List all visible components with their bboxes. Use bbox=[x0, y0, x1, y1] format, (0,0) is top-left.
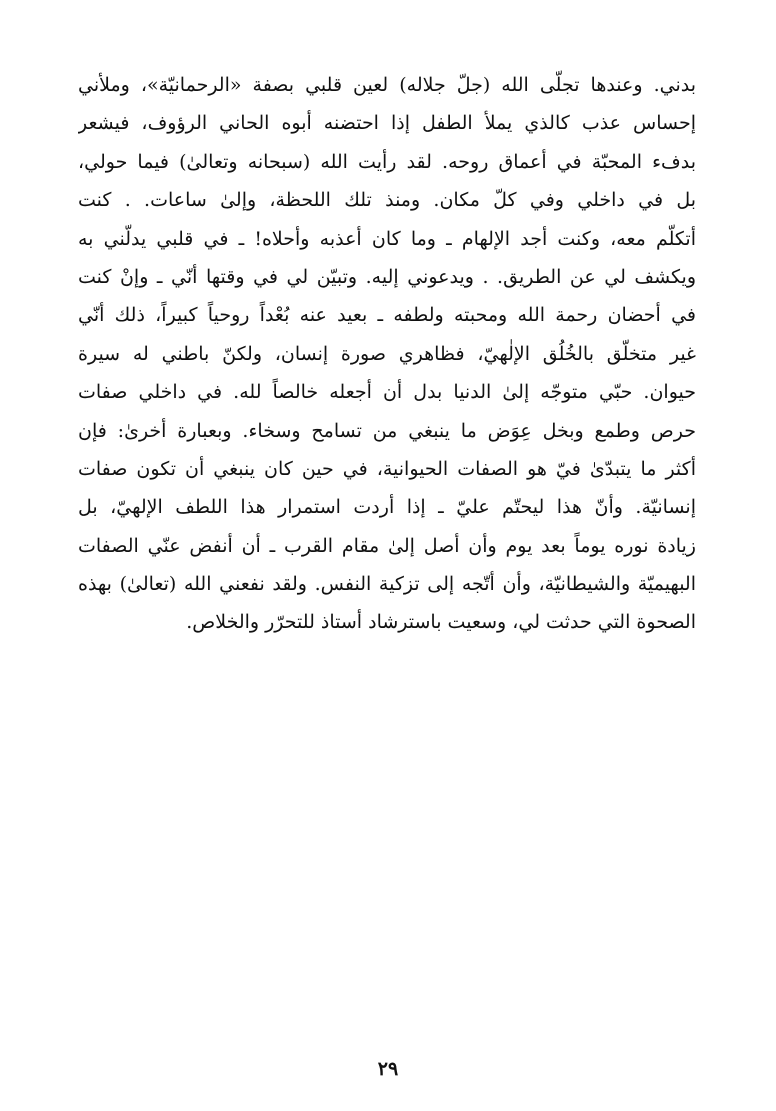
body-text bbox=[78, 66, 696, 642]
text-line: إنسانيّة. وأنّ هذا ليحتّم عليّ ـ إذا أردت استمرار هذا اللطف الإلهيّ، بل bbox=[78, 496, 696, 519]
text-line: حرص وطمع وبخل عِوَض ما ينبغي من تسامح وسخاء. وبعبارة أخرىٰ: فإن bbox=[78, 419, 696, 442]
text-line: في أحضان رحمة الله ومحبته ولطفه ـ بعيد عنه بُعْداً روحياً كبيراً، ذلك أنّي bbox=[78, 304, 696, 327]
text-line: غير متخلّق بالخُلُق الإلٰهيّ، فظاهري صورة إنسان، ولكنّ باطني له سيرة bbox=[78, 342, 696, 365]
text-line-last: الصحوة التي حدثت لي، وسعيت باسترشاد أستاذ للتحرّر والخلاص. bbox=[186, 611, 696, 634]
page-number: ٢٩ bbox=[377, 1058, 399, 1080]
text-line: بدفء المحبّة في أعماق روحه. لقد رأيت الله (سبحانه وتعالىٰ) فيما حولي، bbox=[78, 150, 696, 173]
text-line: البهيميّة والشيطانيّة، وأن أتّجه إلى تزكية النفس. ولقد نفعني الله (تعالىٰ) بهذه bbox=[78, 573, 696, 596]
text-line: بدني. وعندها تجلّى الله (جلّ جلاله) لعين قلبي بصفة «الرحمانيّة»، وملأني bbox=[78, 74, 696, 96]
text-line: بل في داخلي وفي كلّ مكان. ومنذ تلك اللحظة، وإلىٰ ساعات. . كنت bbox=[78, 189, 696, 212]
text-line: أتكلّم معه، وكنت أجد الإلهام ـ وما كان أعذبه وأحلاه! ـ في قلبي يدلّني به bbox=[78, 227, 696, 250]
text-line: ويكشف لي عن الطريق. . ويدعوني إليه. وتبيّن لي في وقتها أنّي ـ وإنْ كنت bbox=[78, 265, 696, 288]
text-line: زيادة نوره يوماً بعد يوم وأن أصل إلىٰ مقام القرب ـ أن أنفض عنّي الصفات bbox=[78, 534, 696, 557]
text-line: إحساس عذب كالذي يملأ الطفل إذا احتضنه أبوه الحاني الرؤوف، فيشعر bbox=[78, 112, 696, 135]
text-line: حيوان. حبّي متوجّه إلىٰ الدنيا بدل أن أجعله خالصاً لله. في داخلي صفات bbox=[78, 381, 696, 404]
text-line: أكثر ما يتبدّىٰ فيّ هو الصفات الحيوانية، في حين كان ينبغي أن تكون صفات bbox=[78, 457, 696, 480]
